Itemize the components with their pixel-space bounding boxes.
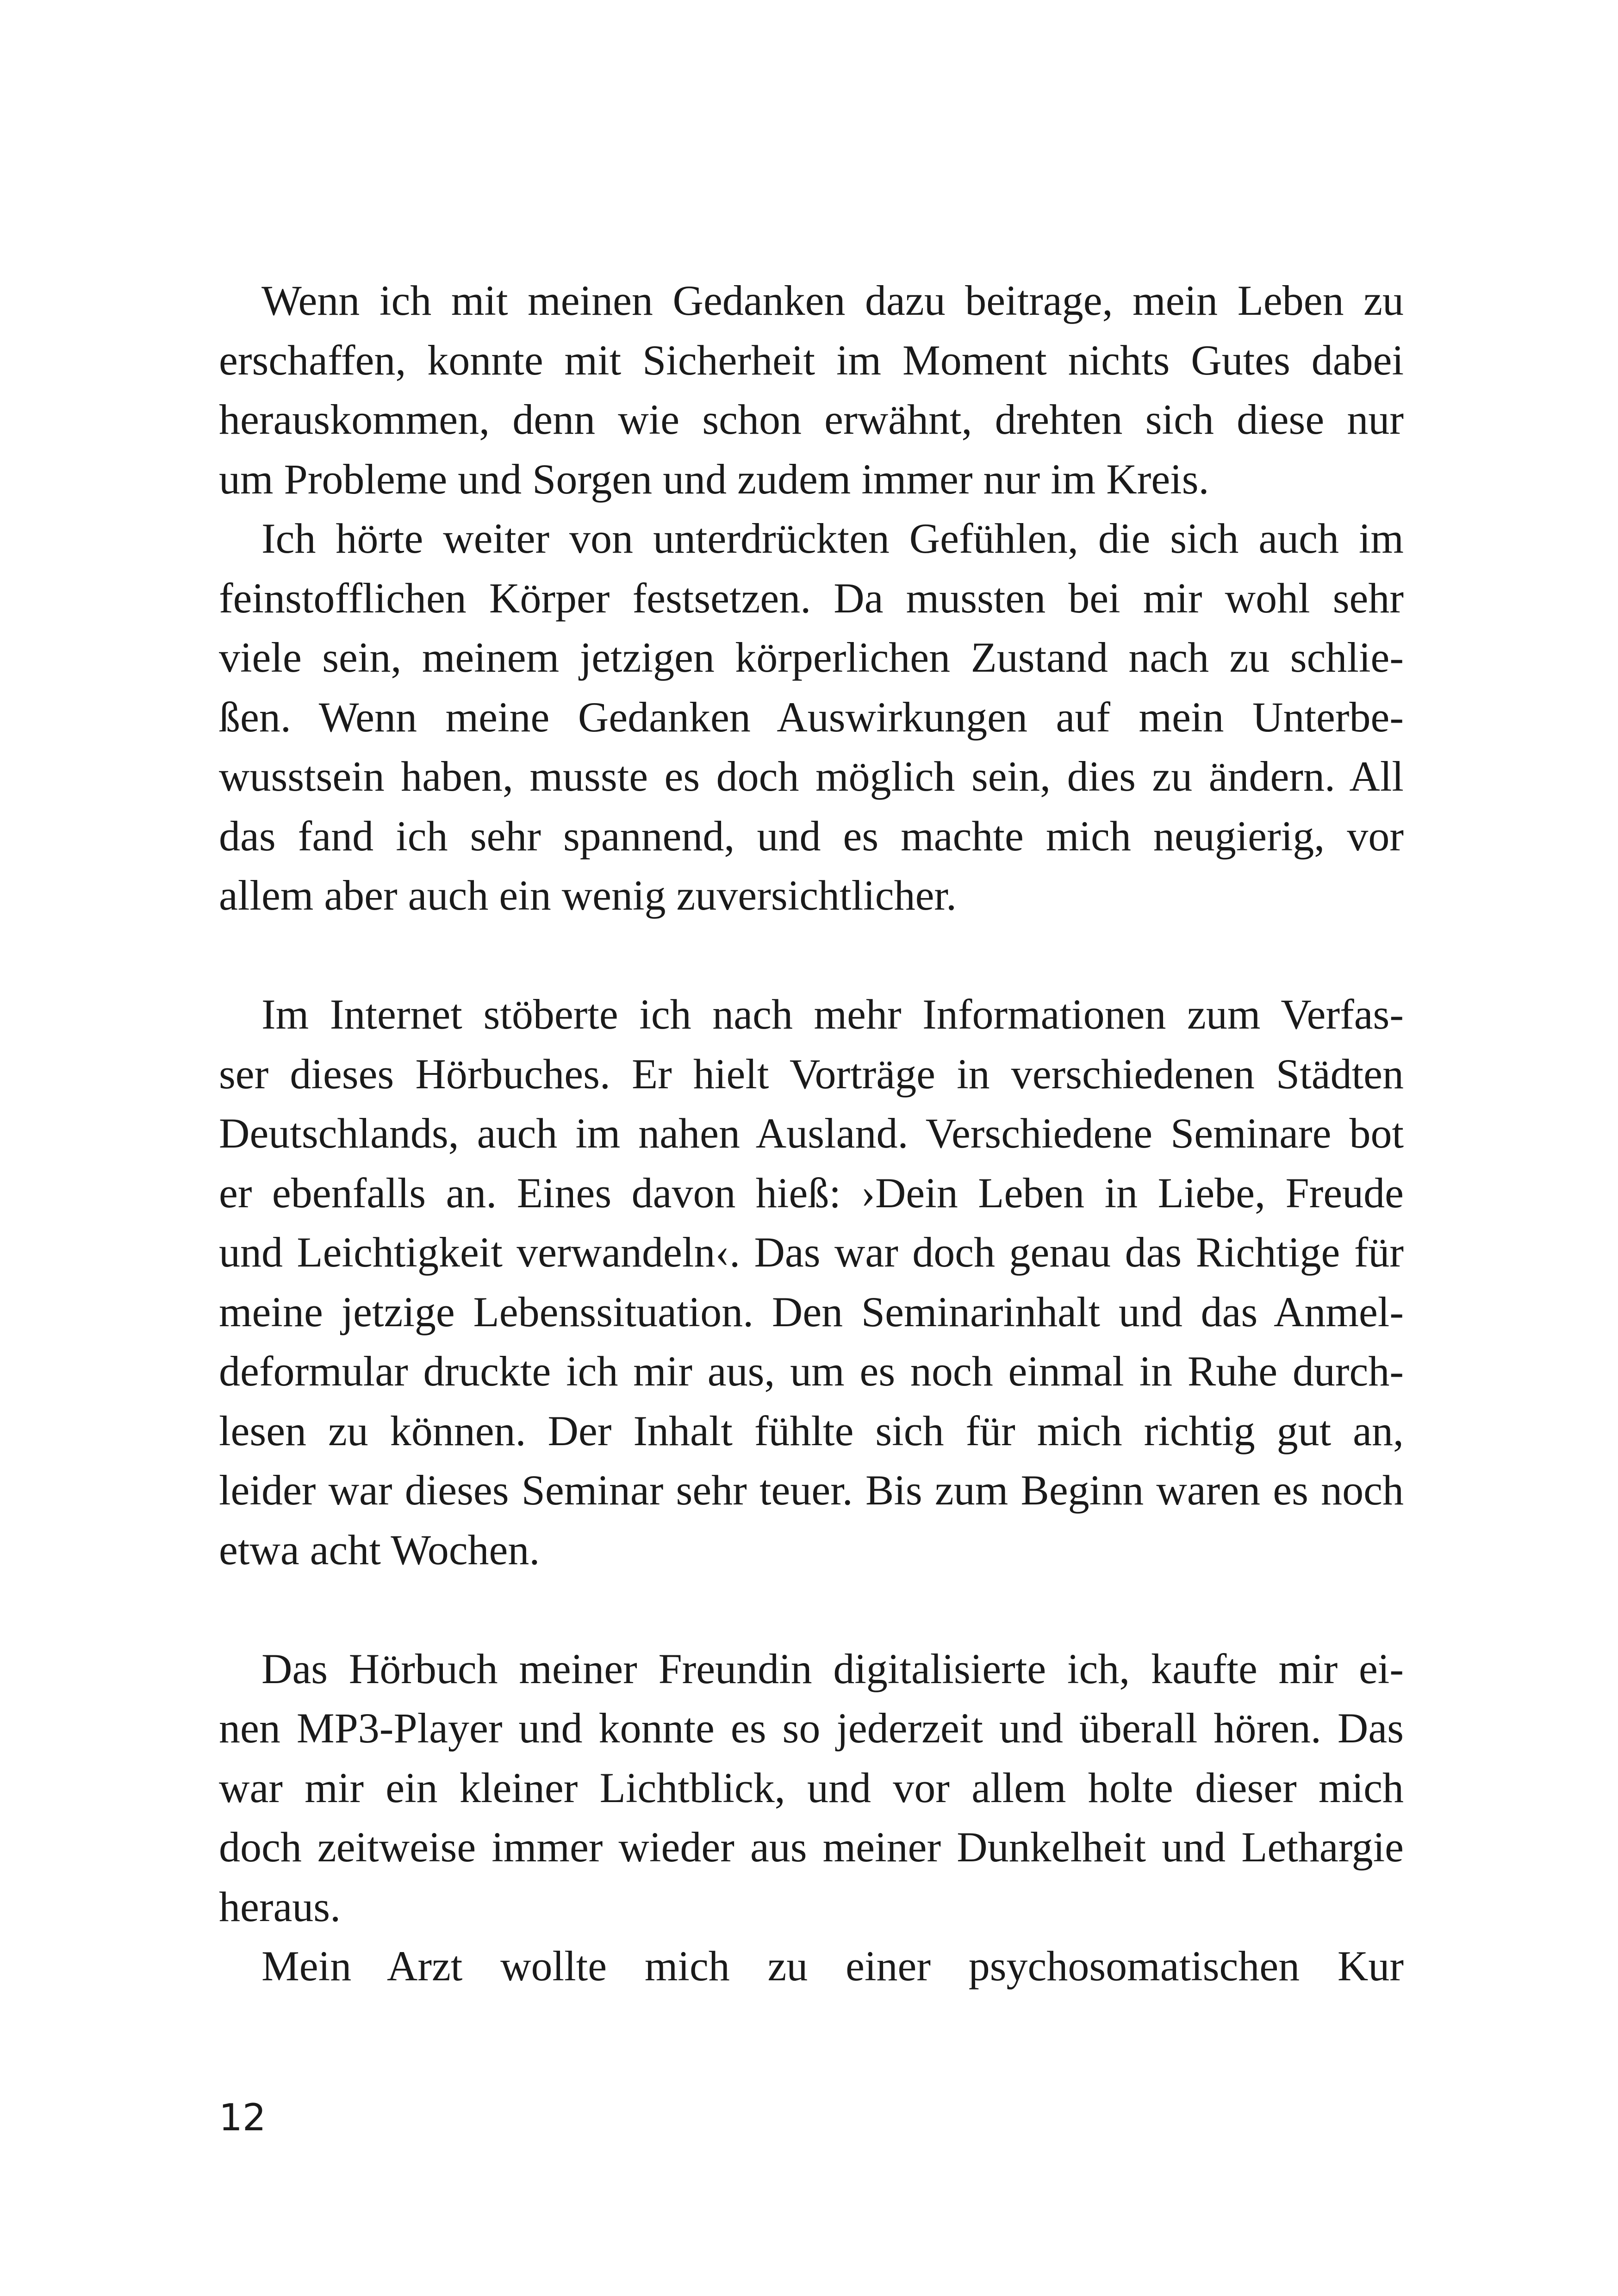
paragraph-gap (219, 925, 1404, 985)
text-line: erschaffen, konnte mit Sicherheit im Moment nichts Gutes dabei (219, 336, 1404, 384)
text-line: ßen. Wenn meine Gedanken Auswirkungen auf mein Unterbe- (219, 693, 1404, 741)
text-line: das fand ich sehr spannend, und es machte mich neugierig, vor (219, 812, 1404, 860)
text-line: nen MP3-Player und konnte es so jederzeit und überall hören. Das (219, 1704, 1404, 1752)
text-line: Im Internet stöberte ich nach mehr Informationen zum Verfas- (261, 991, 1404, 1038)
text-line: Das Hörbuch meiner Freundin digitalisierte ich, kaufte mir ei- (261, 1645, 1404, 1692)
paragraph (219, 1936, 1404, 1996)
text-line: leider war dieses Seminar sehr teuer. Bis zum Beginn waren es noch (219, 1466, 1404, 1514)
text-line: feinstofflichen Körper festsetzen. Da mussten bei mir wohl sehr (219, 574, 1404, 622)
paragraph (219, 271, 1404, 509)
body-text (219, 271, 1404, 1996)
text-line: deformular druckte ich mir aus, um es noch einmal in Ruhe durch- (219, 1348, 1404, 1395)
text-line: Ich hörte weiter von unterdrückten Gefühlen, die sich auch im (261, 515, 1404, 562)
text-line: doch zeitweise immer wieder aus meiner Dunkelheit und Lethargie (219, 1823, 1404, 1871)
paragraph (219, 985, 1404, 1579)
text-line: Deutschlands, auch im nahen Ausland. Verschiedene Seminare bot (219, 1110, 1404, 1157)
text-line: Mein Arzt wollte mich zu einer psychosomatischen Kur (261, 1942, 1404, 1990)
paragraph (219, 509, 1404, 925)
text-line: und Leichtigkeit verwandeln‹. Das war doch genau das Richtige für (219, 1229, 1404, 1276)
text-line: herauskommen, denn wie schon erwähnt, drehten sich diese nur (219, 396, 1404, 443)
text-line: heraus. (219, 1883, 341, 1930)
text-line: allem aber auch ein wenig zuversichtlicher. (219, 872, 957, 919)
paragraph-gap (219, 1579, 1404, 1639)
page-number: 12 (219, 2096, 266, 2139)
text-line: Wenn ich mit meinen Gedanken dazu beitrage, mein Leben zu (261, 277, 1404, 324)
text-line: wusstsein haben, musste es doch möglich sein, dies zu ändern. All (219, 753, 1404, 800)
text-line: viele sein, meinem jetzigen körperlichen Zustand nach zu schlie- (219, 634, 1404, 681)
text-line: etwa acht Wochen. (219, 1526, 540, 1573)
text-line: war mir ein kleiner Lichtblick, und vor allem holte dieser mich (219, 1764, 1404, 1811)
text-line: ser dieses Hörbuches. Er hielt Vorträge in verschiedenen Städten (219, 1050, 1404, 1098)
text-line: er ebenfalls an. Eines davon hieß: ›Dein Leben in Liebe, Freude (219, 1169, 1404, 1217)
text-line: lesen zu können. Der Inhalt fühlte sich für mich richtig gut an, (219, 1407, 1404, 1454)
text-line: um Probleme und Sorgen und zudem immer nur im Kreis. (219, 455, 1209, 503)
paragraph (219, 1639, 1404, 1937)
text-line: meine jetzige Lebenssituation. Den Seminarinhalt und das Anmel- (219, 1288, 1404, 1335)
